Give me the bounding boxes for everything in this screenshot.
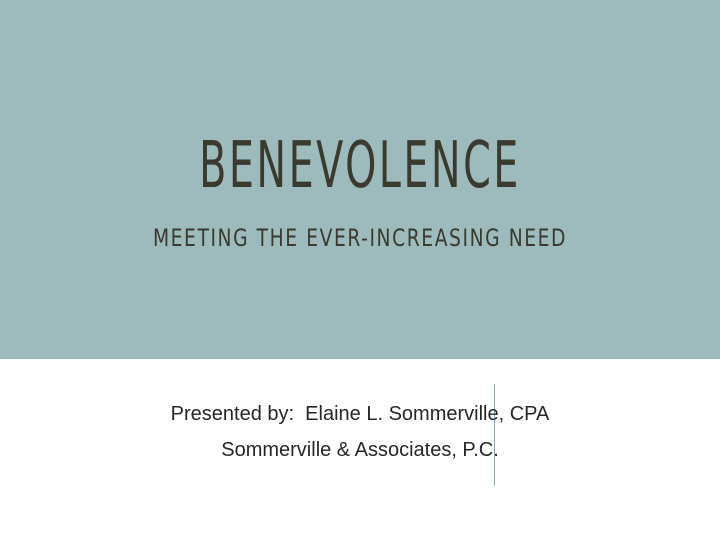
slide-subtitle: MEETING THE EVER-INCREASING NEED (152, 224, 568, 252)
presenter-block (0, 396, 720, 468)
presenter-line: Presented by: Elaine L. Sommerville, CPA (170, 403, 550, 425)
slide-title: BENEVOLENCE (199, 129, 521, 203)
firm-line: Sommerville & Associates, P.C. (221, 439, 499, 461)
